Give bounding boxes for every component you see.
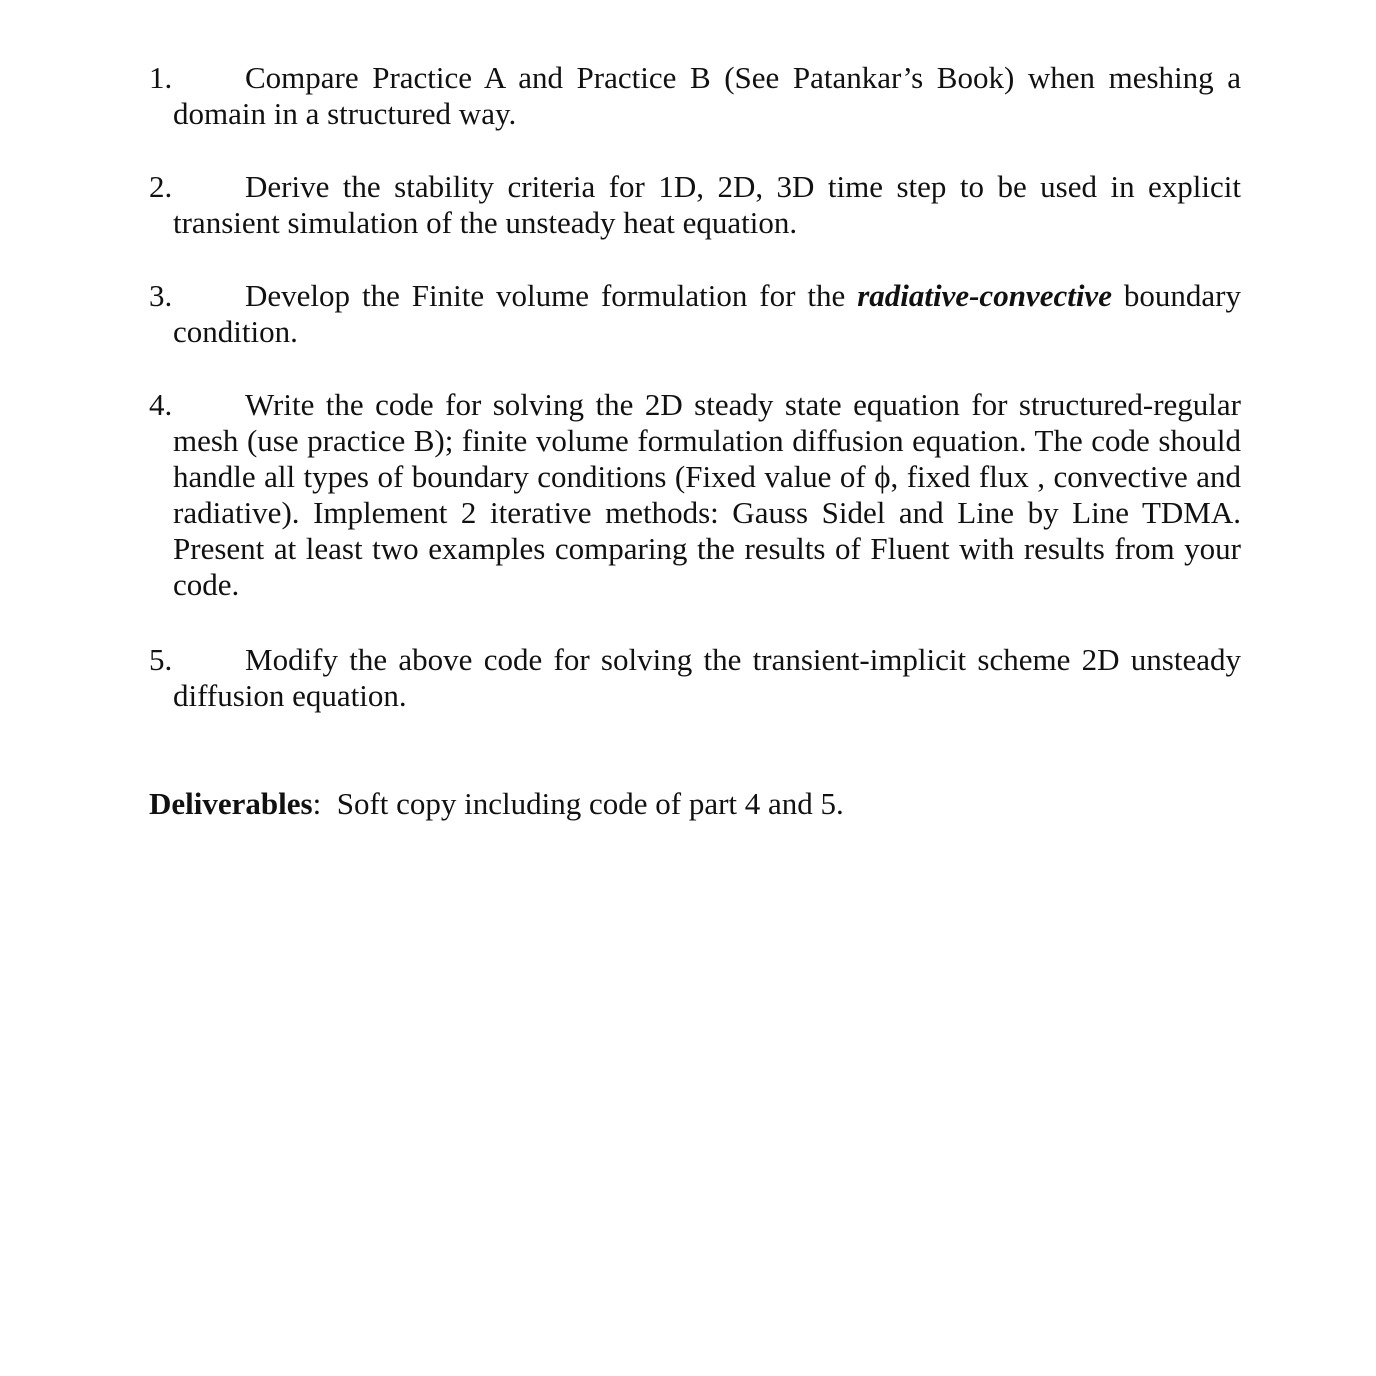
question-item-5 [149, 642, 1241, 714]
deliverables-line [149, 786, 1149, 822]
question-item-1 [149, 60, 1241, 132]
question-number: 1. [149, 60, 173, 95]
question-number: 3. [149, 278, 173, 313]
deliverables-text: Soft copy including code of part 4 and 5. [321, 786, 844, 821]
emphasized-term: radiative-convective [857, 278, 1112, 313]
deliverables-separator: : [312, 786, 322, 821]
question-item-2 [149, 169, 1241, 241]
question-number: 2. [149, 169, 173, 204]
question-number: 5. [149, 642, 173, 677]
question-text: Compare Practice A and Practice B (See Patankar’s Book) when meshing a domain in a structured way. [173, 60, 1241, 131]
question-item-3 [149, 278, 1241, 350]
question-number: 4. [149, 387, 173, 422]
question-text-after: boundary condition. [173, 278, 1241, 349]
question-text: Write the code for solving the 2D steady state equation for structured-regular mesh (use practice B); finite volume formulation diffusion equation. The code should handle all types of boundary conditions (Fixed value of ϕ, fixed flux , convective and radiative). Implement 2 iterative methods: Gauss Sidel and Line by Line TDMA. Present at least two examples comparing the results of Fluent with results from your code. [173, 387, 1241, 602]
question-text [173, 278, 1241, 350]
question-text: Derive the stability criteria for 1D, 2D, 3D time step to be used in explicit transient simulation of the unsteady heat equation. [173, 169, 1241, 240]
question-text-before: Develop the Finite volume formulation for the [245, 278, 858, 313]
question-item-4 [149, 387, 1241, 603]
deliverables-label: Deliverables [149, 786, 313, 821]
question-text: Modify the above code for solving the transient-implicit scheme 2D unsteady diffusion equation. [173, 642, 1241, 713]
